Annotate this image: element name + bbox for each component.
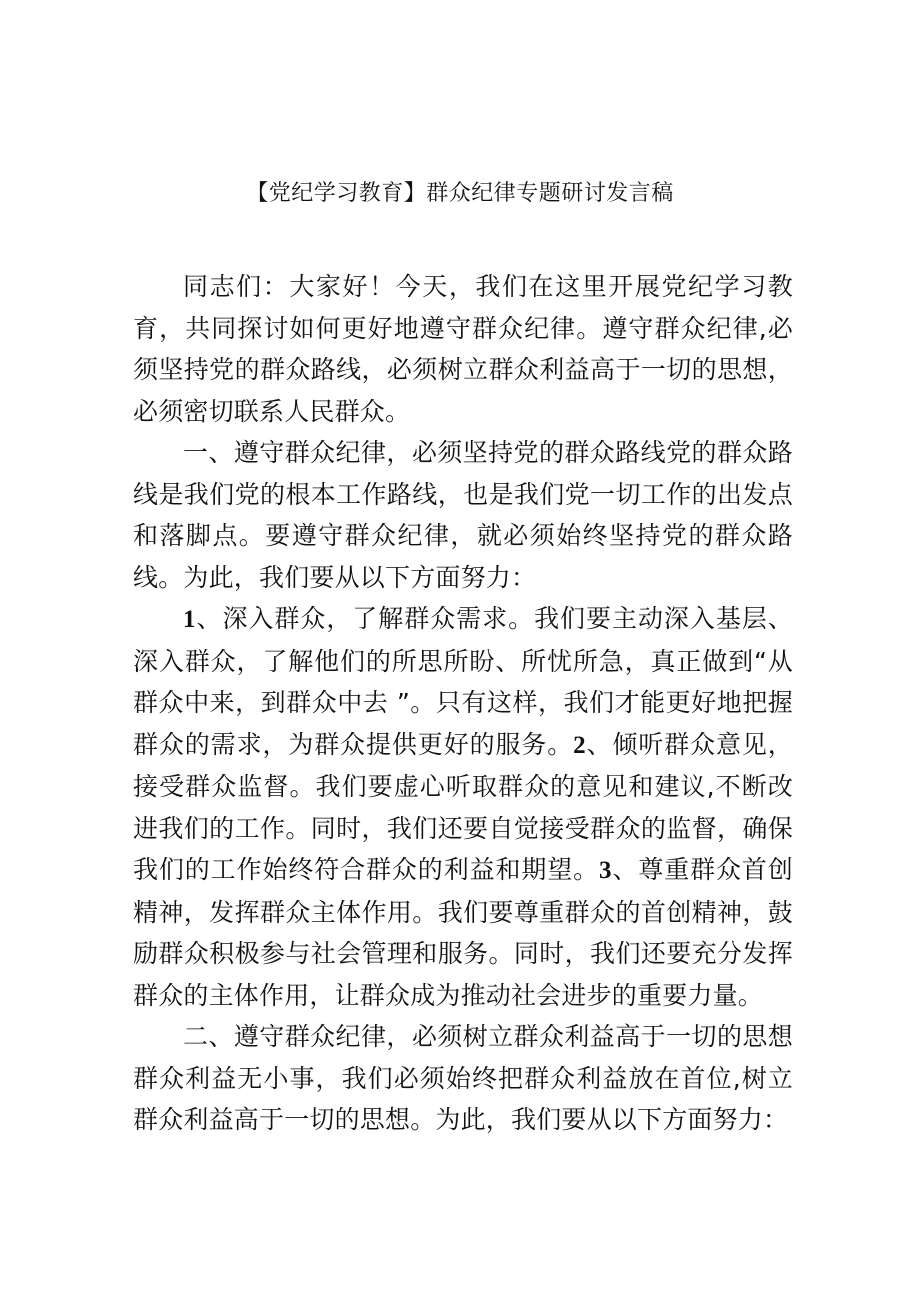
item-number: 3 <box>599 857 612 884</box>
item-text: 、尊重群众首创精神，发挥群众主体作用。我们要尊重群众的首创精神，鼓励群众积极参与社会管理和服务。同时，我们还要充分发挥群众的主体作用，让群众成为推动社会进步的重要力量。 <box>133 855 793 1010</box>
paragraph-section-two: 二、遵守群众纪律，必须树立群众利益高于一切的思想群众利益无小事，我们必须始终把群众利益放在首位,树立群众利益高于一切的思想。为此，我们要从以下方面努力： <box>133 1022 793 1134</box>
paragraph-section-one: 一、遵守群众纪律，必须坚持党的群众路线党的群众路线是我们党的根本工作路线，也是我们党一切工作的出发点和落脚点。要遵守群众纪律，就必须始终坚持党的群众路线。为此，我们要从以下方面努力： <box>133 438 793 592</box>
item-number: 2 <box>573 731 586 759</box>
item-text: 、深入群众，了解群众需求。我们要主动深入基层、深入群众，了解他们的所思所盼、所忧所急，真正做到“从群众中来，到群众中去 ”。只有这样，我们才能更好地把握群众的需求，为群众提供更好的服务。 <box>133 604 793 759</box>
item-text: 、倾听群众意见，接受群众监督。我们要虚心听取群众的意见和建议,不断改进我们的工作。同时，我们还要自觉接受群众的监督，确保我们的工作始终符合群众的利益和期望。 <box>133 729 793 884</box>
item-number: 1 <box>183 606 196 633</box>
document-title: 【党纪学习教育】群众纪律专题研讨发言稿 <box>246 181 674 206</box>
paragraph-greeting: 同志们：大家好！今天，我们在这里开展党纪学习教育，共同探讨如何更好地遵守群众纪律。遵守群众纪律,必须坚持党的群众路线，必须树立群众利益高于一切的思想，必须密切联系人民群众。 <box>133 272 793 426</box>
document-body <box>133 266 793 1141</box>
paragraph-section-one-items <box>133 598 793 1016</box>
